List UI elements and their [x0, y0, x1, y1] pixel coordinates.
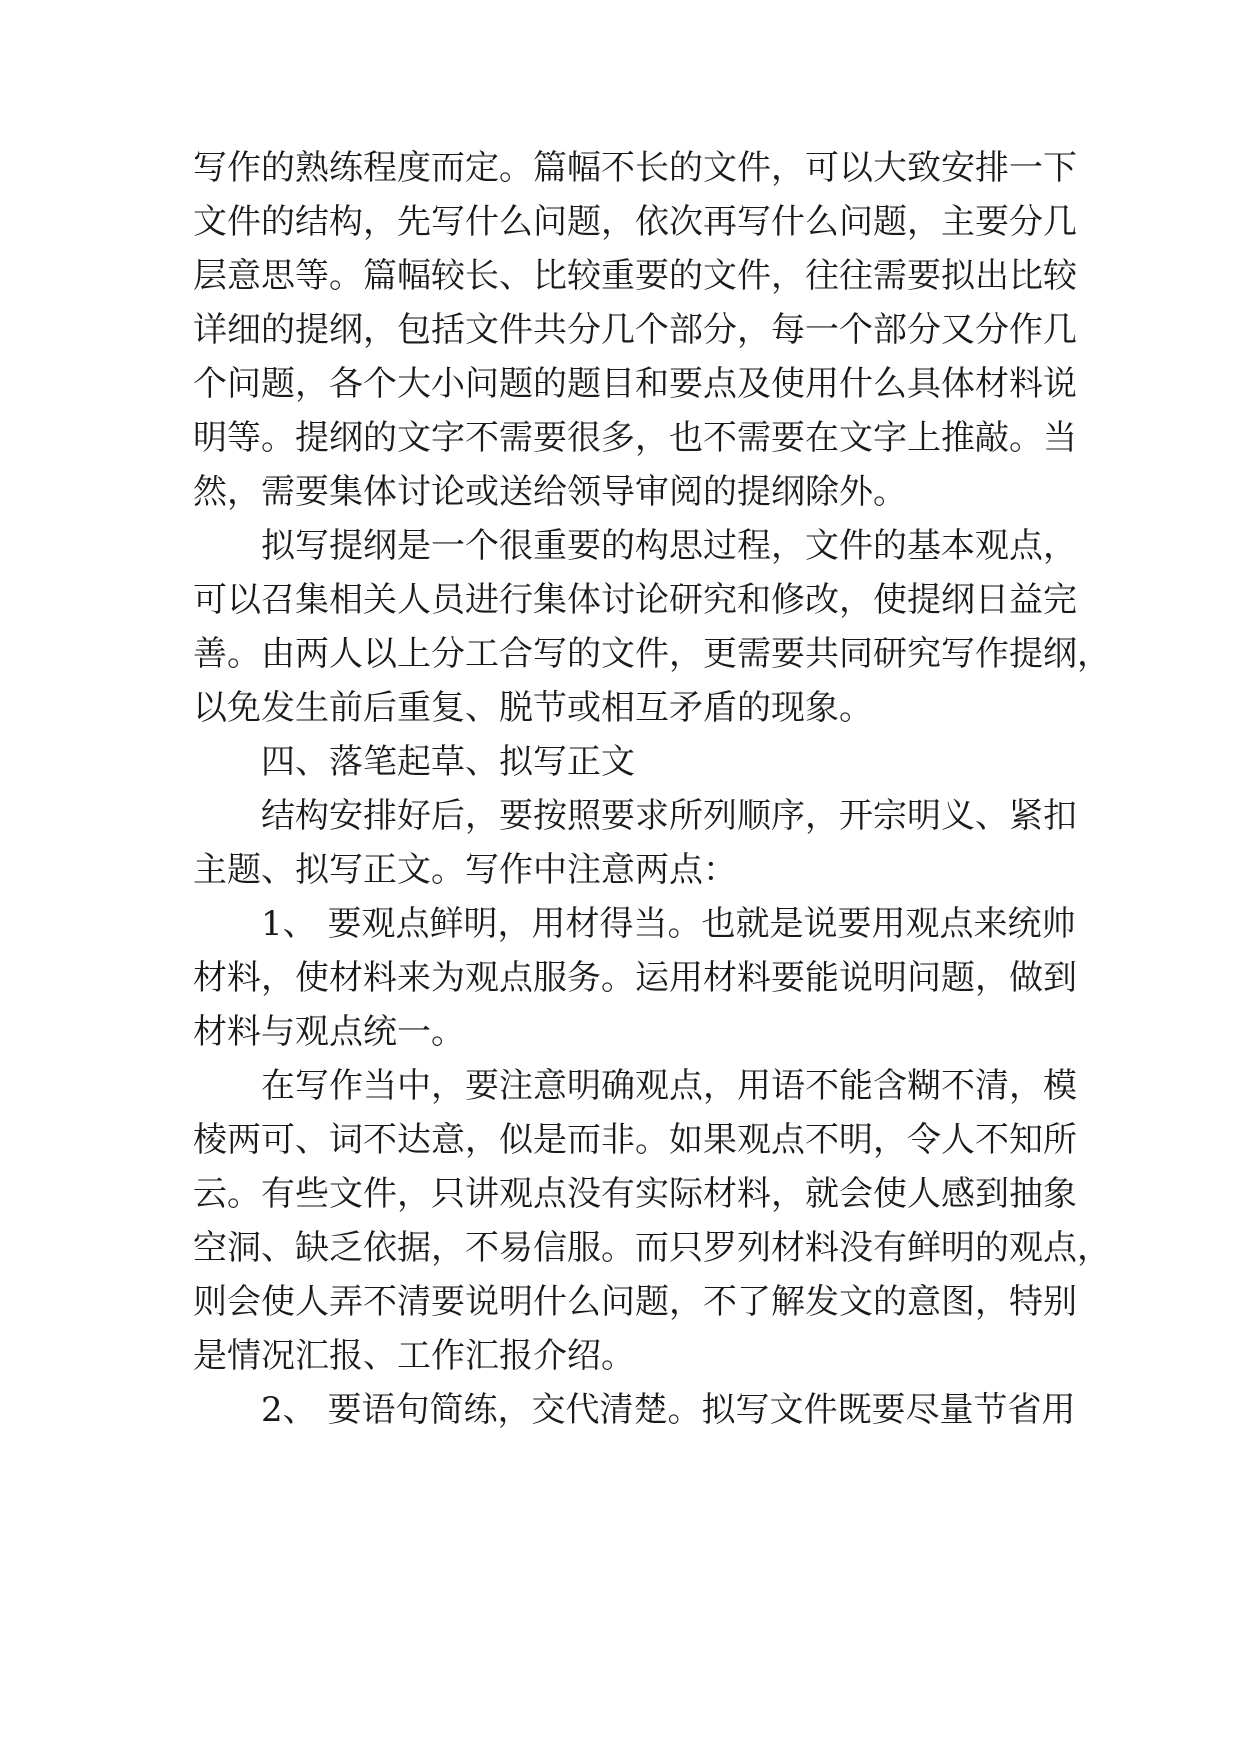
body-text-line: 材料与观点统一。 [193, 1012, 465, 1052]
numbered-point-line: 2、 要语句简练，交代清楚。拟写文件既要尽量节省用 [261, 1390, 1076, 1430]
body-text-line: 个问题，各个大小问题的题目和要点及使用什么具体材料说 [193, 364, 1077, 404]
numbered-point-line: 1、 要观点鲜明，用材得当。也就是说要用观点来统帅 [261, 904, 1076, 944]
body-text-line: 棱两可、词不达意，似是而非。如果观点不明，令人不知所 [193, 1120, 1077, 1160]
body-text-line: 是情况汇报、工作汇报介绍。 [193, 1336, 635, 1376]
paragraph-first-line: 拟写提纲是一个很重要的构思过程，文件的基本观点， [261, 526, 1077, 566]
body-text-line: 云。有些文件，只讲观点没有实际材料，就会使人感到抽象 [193, 1174, 1077, 1214]
paragraph-first-line: 结构安排好后，要按照要求所列顺序，开宗明义、紧扣 [261, 796, 1077, 836]
body-text-line: 可以召集相关人员进行集体讨论研究和修改，使提纲日益完 [193, 580, 1077, 620]
body-text-line: 主题、拟写正文。写作中注意两点： [193, 850, 737, 890]
body-text-line: 写作的熟练程度而定。篇幅不长的文件，可以大致安排一下 [193, 148, 1077, 188]
body-text-line: 材料，使材料来为观点服务。运用材料要能说明问题，做到 [193, 958, 1077, 998]
paragraph-first-line: 在写作当中，要注意明确观点，用语不能含糊不清，模 [261, 1066, 1077, 1106]
body-text-line: 善。由两人以上分工合写的文件，更需要共同研究写作提纲， [193, 634, 1111, 674]
body-text-line: 层意思等。篇幅较长、比较重要的文件，往往需要拟出比较 [193, 256, 1077, 296]
body-text-line: 空洞、缺乏依据，不易信服。而只罗列材料没有鲜明的观点， [193, 1228, 1111, 1268]
body-text-line: 则会使人弄不清要说明什么问题，不了解发文的意图，特别 [193, 1282, 1077, 1322]
body-text-line: 文件的结构，先写什么问题，依次再写什么问题，主要分几 [193, 202, 1077, 242]
body-text-line: 明等。提纲的文字不需要很多，也不需要在文字上推敲。当 [193, 418, 1077, 458]
body-text-line: 详细的提纲，包括文件共分几个部分，每一个部分又分作几 [193, 310, 1077, 350]
section-heading: 四、落笔起草、拟写正文 [261, 742, 635, 782]
body-text-line: 以免发生前后重复、脱节或相互矛盾的现象。 [193, 688, 873, 728]
body-text-line: 然，需要集体讨论或送给领导审阅的提纲除外。 [193, 472, 907, 512]
